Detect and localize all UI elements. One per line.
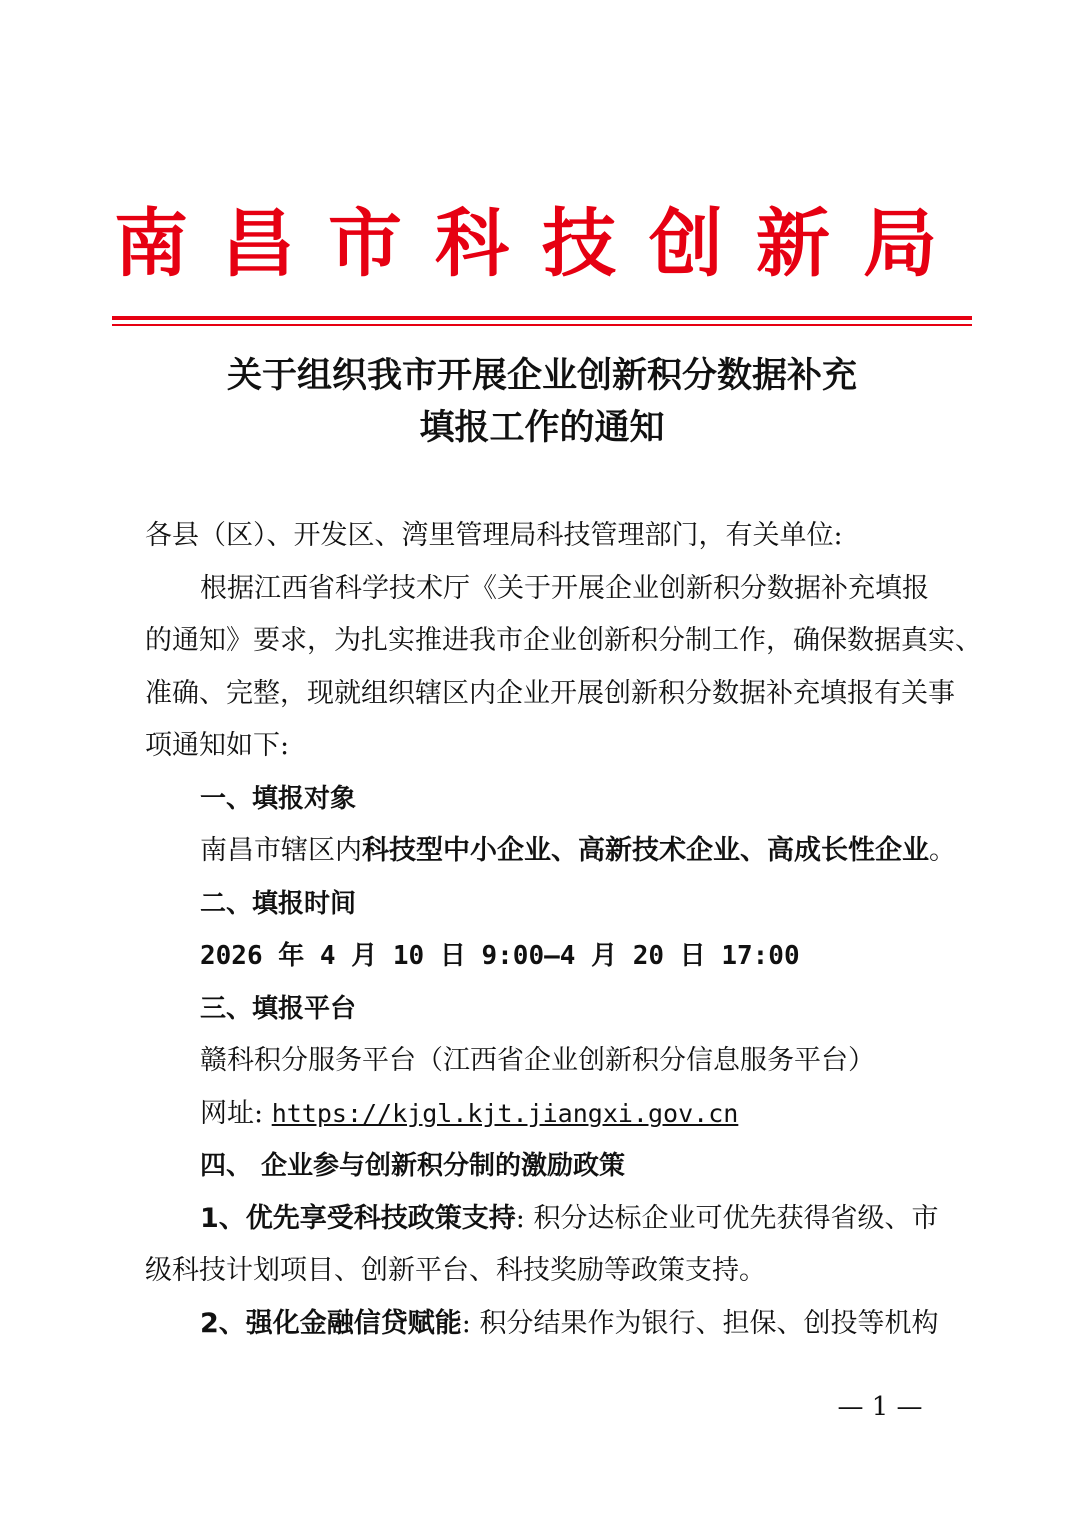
red-rule-thin (112, 324, 972, 326)
page-number: — 1 — (837, 1392, 923, 1422)
incentive-2-title: 2、强化金融信贷赋能 (200, 1308, 462, 1339)
intro-line-4: 项通知如下: (145, 730, 290, 761)
platform-url-line (200, 1088, 960, 1140)
platform-name: 赣科积分服务平台（江西省企业创新积分信息服务平台） (200, 1045, 875, 1076)
url-label: 网址: (200, 1098, 264, 1129)
section-heading-4: 四、 企业参与创新积分制的激励政策 (200, 1151, 626, 1181)
issuer-masthead: 南昌市科技创新局 (114, 201, 970, 287)
target-prefix: 南昌市辖区内 (200, 835, 362, 866)
filing-time-range: 2026 年 4 月 10 日 9:00—4 月 20 日 17:00 (200, 941, 800, 971)
target-entities (200, 825, 960, 877)
document-title (112, 350, 972, 454)
section-heading-2: 二、填报时间 (200, 889, 357, 919)
platform-url-link[interactable]: https://kjgl.kjt.jiangxi.gov.cn (271, 1099, 739, 1128)
target-enterprise-types: 科技型中小企业、高新技术企业、高成长性企业 (362, 835, 929, 866)
section-heading-3: 三、填报平台 (200, 994, 357, 1024)
incentive-1-text: : 积分达标企业可优先获得省级、市 (515, 1203, 939, 1234)
intro-line-3: 准确、完整，现就组织辖区内企业开展创新积分数据补充填报有关事 (145, 678, 955, 709)
title-line-2: 填报工作的通知 (419, 407, 665, 448)
intro-line-2: 的通知》要求，为扎实推进我市企业创新积分制工作，确保数据真实、 (145, 625, 982, 656)
incentive-item-2 (200, 1298, 960, 1350)
target-suffix: 。 (929, 835, 956, 866)
incentive-2-text: : 积分结果作为银行、担保、创投等机构 (461, 1308, 939, 1339)
section-heading-1: 一、填报对象 (200, 784, 357, 814)
salutation: 各县（区）、开发区、湾里管理局科技管理部门，有关单位: (145, 520, 843, 551)
incentive-item-1 (200, 1193, 960, 1245)
red-rule-thick (112, 316, 972, 320)
intro-line-1: 根据江西省科学技术厅《关于开展企业创新积分数据补充填报 (200, 573, 929, 604)
incentive-1-title: 1、优先享受科技政策支持 (200, 1203, 516, 1234)
incentive-item-1-cont: 级科技计划项目、创新平台、科技奖励等政策支持。 (145, 1255, 766, 1286)
title-line-1: 关于组织我市开展企业创新积分数据补充 (226, 355, 857, 396)
